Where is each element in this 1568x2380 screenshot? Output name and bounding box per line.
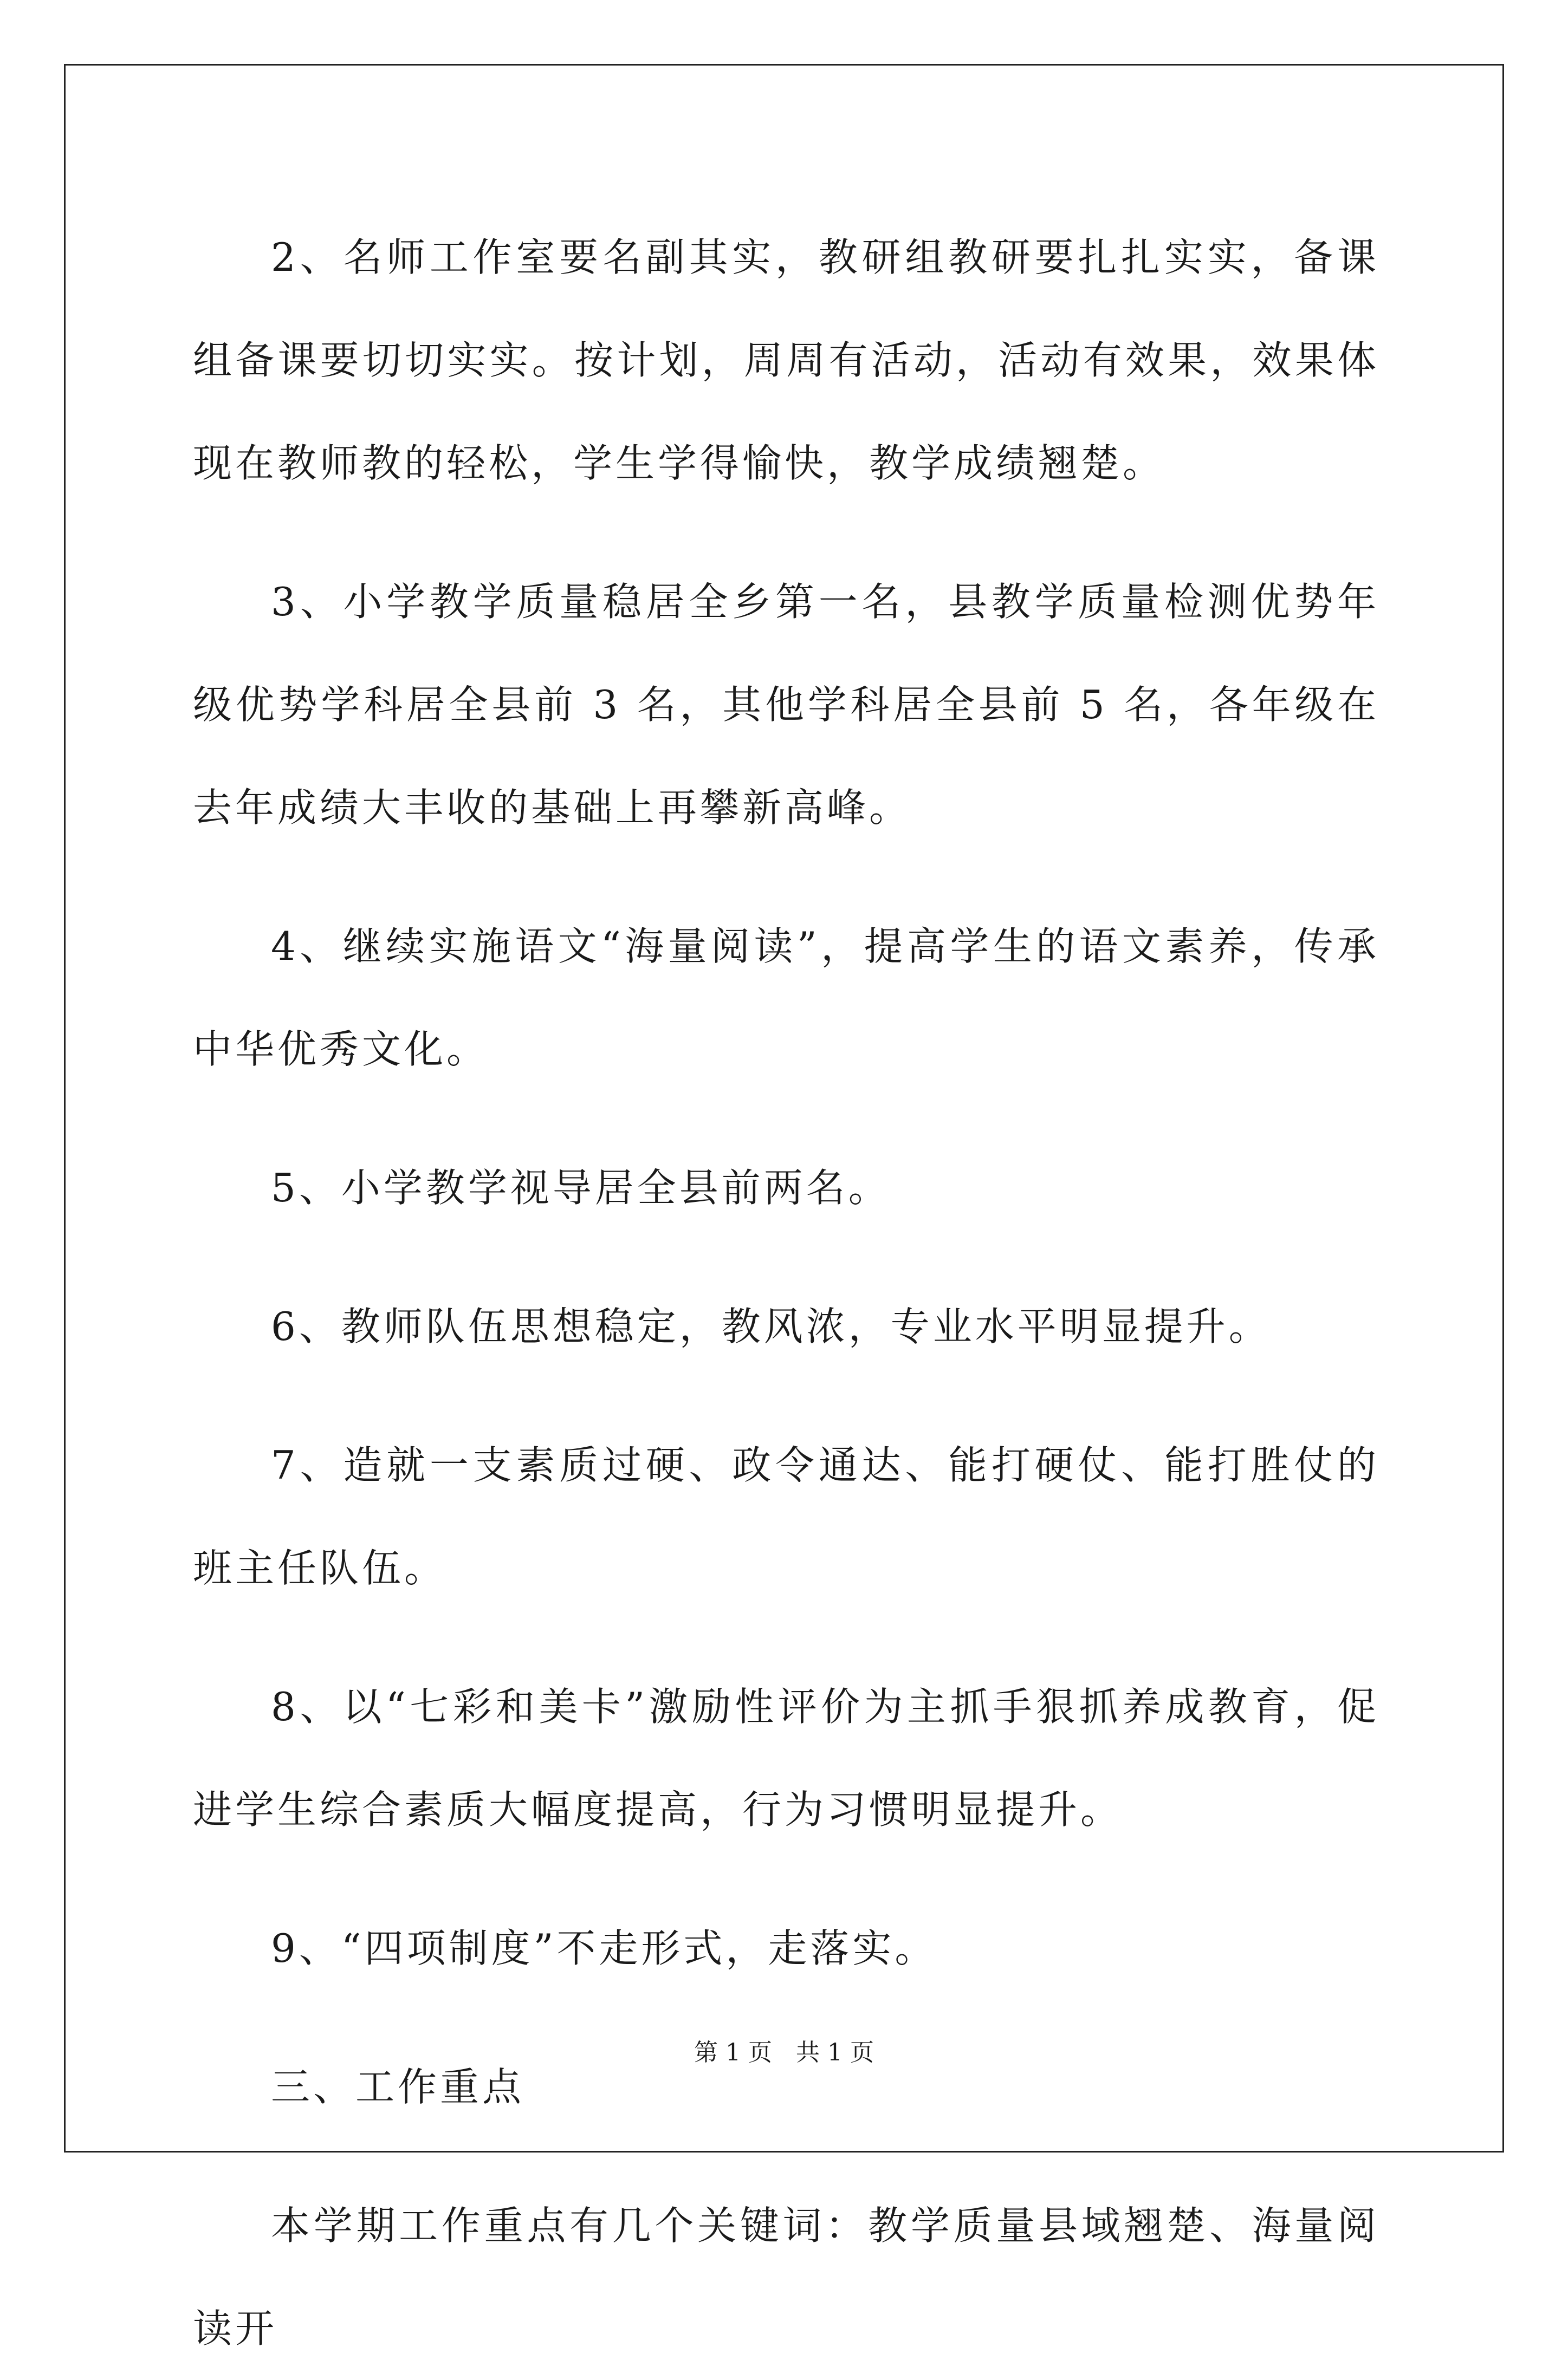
paragraph-goal-9: 9、“四项制度”不走形式，走落实。 xyxy=(271,1926,937,1971)
paragraph-goal-6: 6、教师队伍思想稳定，教风浓，专业水平明显提升。 xyxy=(271,1304,1271,1349)
paragraph-work-focus-intro: 本学期工作重点有几个关键词：教学质量县域翘楚、海量阅读开 xyxy=(193,2203,1379,2351)
page-number-footer: 第 1 页 共 1 页 xyxy=(694,2039,874,2066)
paragraph-goal-5: 5、小学教学视导居全县前两名。 xyxy=(271,1165,891,1211)
paragraph-goal-4: 4、继续实施语文“海量阅读”，提高学生的语文素养，传承中华优秀文化。 xyxy=(193,924,1379,1072)
paragraph-goal-2: 2、名师工作室要名副其实，教研组教研要扎扎实实，备课组备课要切切实实。按计划，周周有活动，活动有效果，效果体现在教师教的轻松，学生学得愉快，教学成绩翘楚。 xyxy=(193,235,1379,486)
paragraph-goal-8: 8、以“七彩和美卡”激励性评价为主抓手狠抓养成教育，促进学生综合素质大幅度提高，行为习惯明显提升。 xyxy=(193,1684,1379,1832)
paragraph-goal-3: 3、小学教学质量稳居全乡第一名，县教学质量检测优势年级优势学科居全县前 3 名，其他学科居全县前 5 名，各年级在去年成绩大丰收的基础上再攀新高峰。 xyxy=(193,579,1379,830)
paragraph-goal-7: 7、造就一支素质过硬、政令通达、能打硬仗、能打胜仗的班主任队伍。 xyxy=(193,1442,1379,1591)
section-heading-work-focus: 三、工作重点 xyxy=(271,2064,525,2110)
